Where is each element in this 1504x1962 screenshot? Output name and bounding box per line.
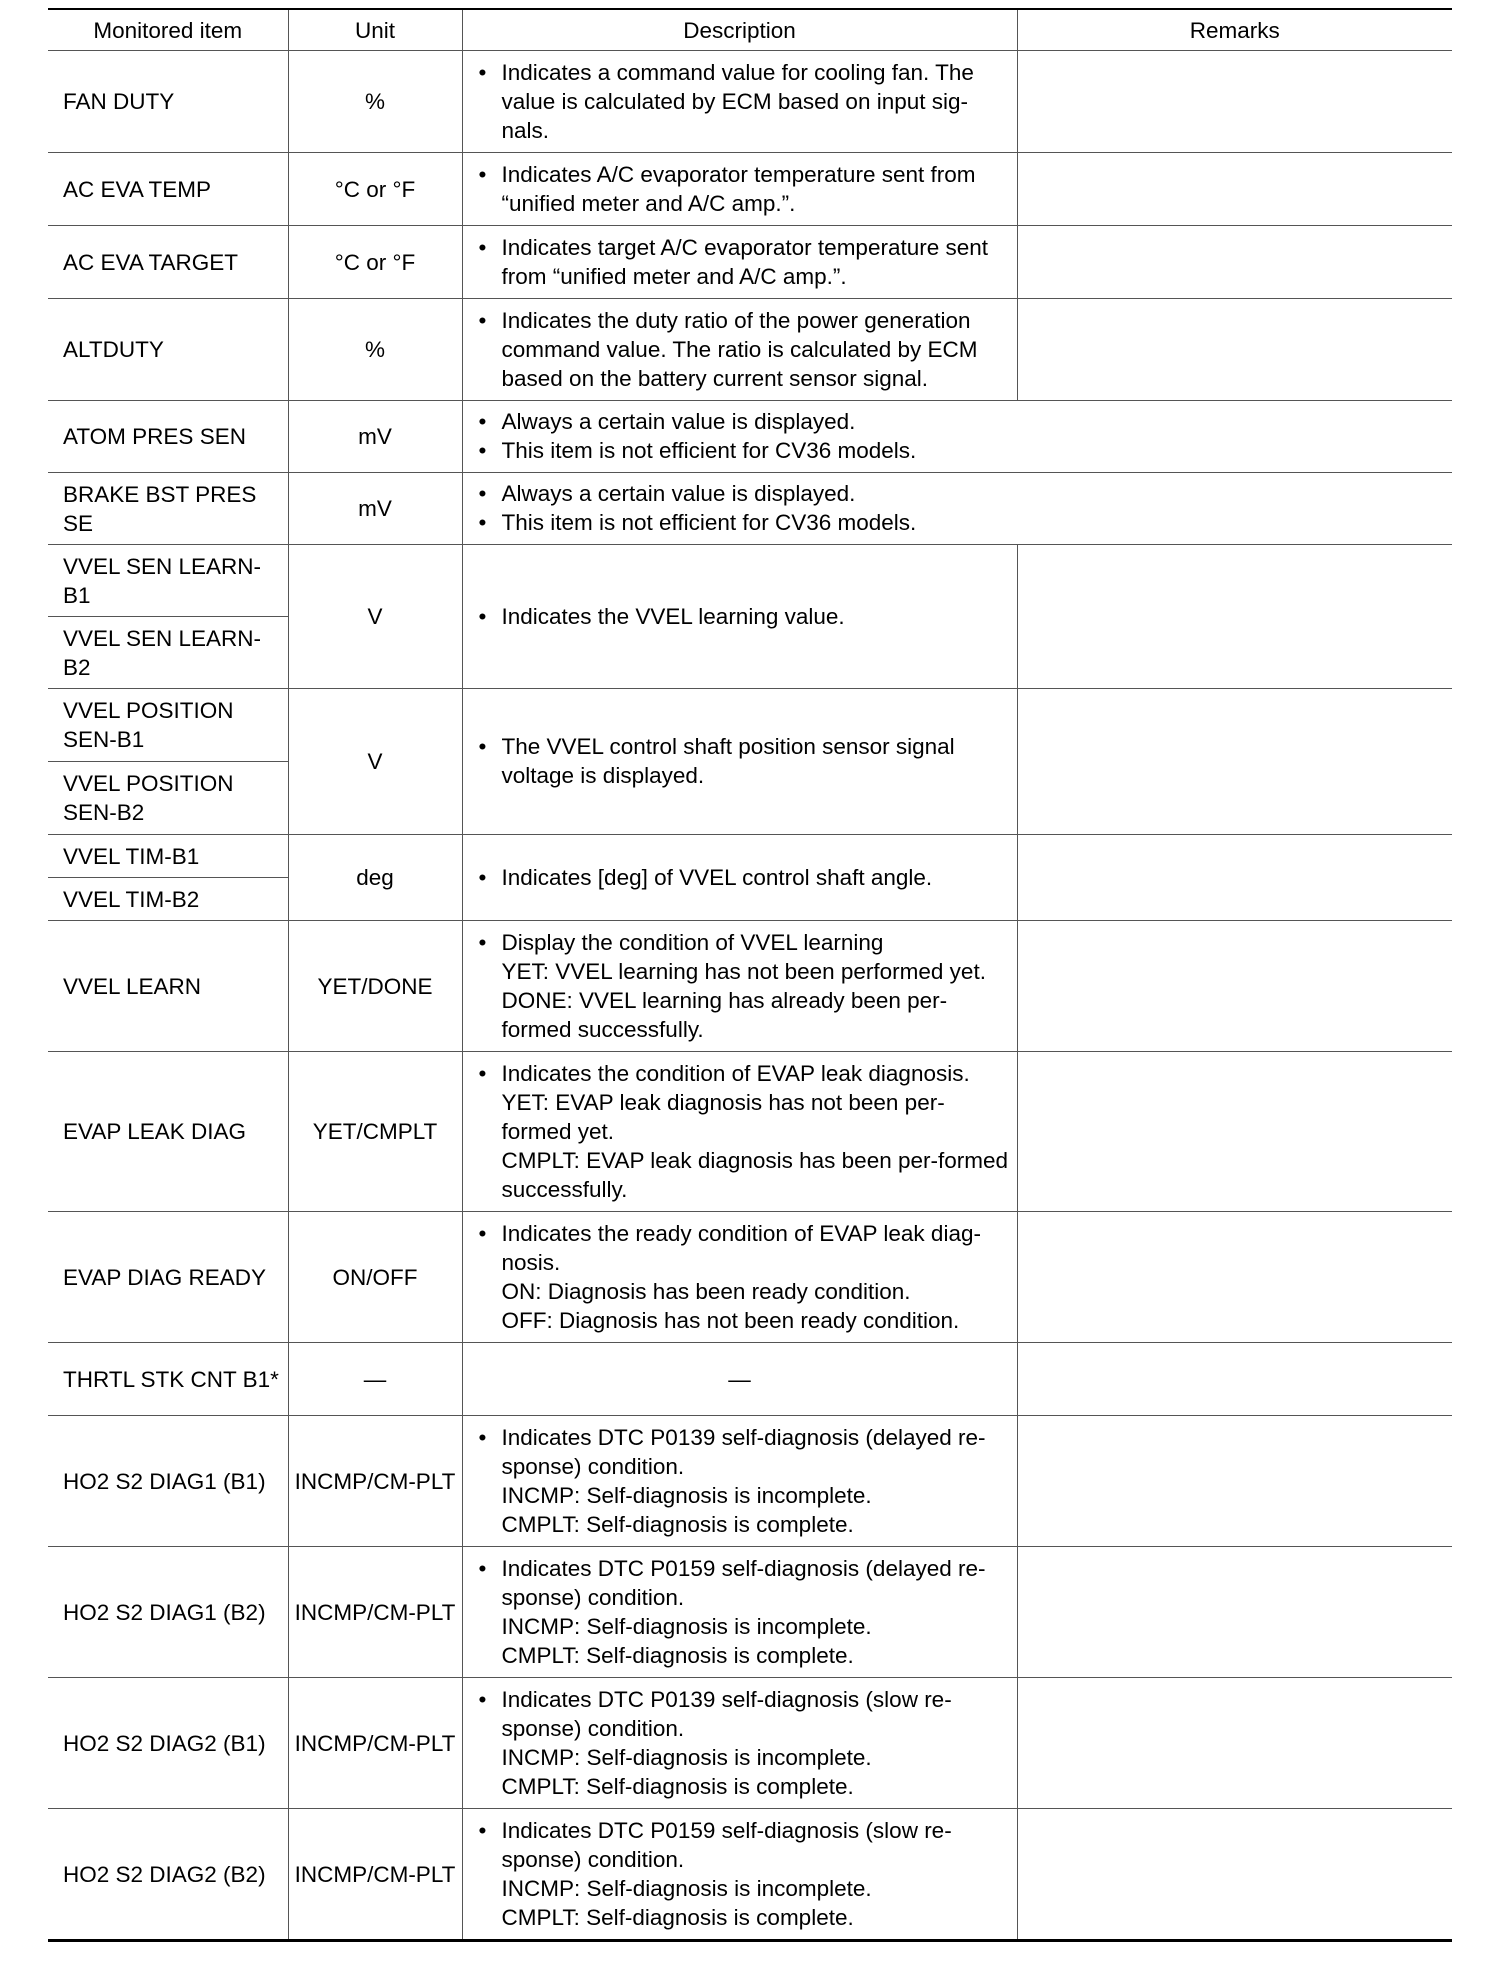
remarks-cell <box>1017 545 1452 689</box>
table-row <box>48 401 1452 473</box>
remarks-cell <box>1017 153 1452 226</box>
description-line: YET: EVAP leak diagnosis has not been per-formed yet. <box>501 1089 945 1144</box>
description-cell <box>462 921 1017 1052</box>
description-cell <box>462 299 1017 401</box>
table-row <box>48 689 1452 762</box>
description-bullet: • Indicates a command value for cooling fan. The value is calculated by ECM based on input sig-nals. <box>477 58 1011 145</box>
description-bullet: • Indicates A/C evaporator temperature sent from “unified meter and A/C amp.”. <box>477 160 1011 218</box>
remarks-cell <box>1017 299 1452 401</box>
description-bullet: • Always a certain value is displayed. <box>477 479 1447 508</box>
table-row <box>48 921 1452 1052</box>
description-cell <box>462 1416 1017 1547</box>
table-row <box>48 226 1452 299</box>
unit-cell: YET/DONE <box>288 921 462 1052</box>
remarks-cell <box>1017 921 1452 1052</box>
description-line: • Indicates the condition of EVAP leak diagnosis. <box>501 1060 970 1086</box>
table-row <box>48 1343 1452 1416</box>
description-cell <box>462 835 1017 921</box>
item-cell: THRTL STK CNT B1* <box>48 1343 288 1416</box>
unit-cell: ON/OFF <box>288 1212 462 1343</box>
item-cell: FAN DUTY <box>48 51 288 153</box>
remarks-cell <box>1017 835 1452 921</box>
description-line: • Indicates DTC P0159 self-diagnosis (delayed re-sponse) condition. <box>501 1555 986 1610</box>
description-cell: — <box>462 1343 1017 1416</box>
table-row <box>48 153 1452 226</box>
description-bullet <box>477 1685 1011 1801</box>
table-header-row <box>48 9 1452 51</box>
item-cell: EVAP DIAG READY <box>48 1212 288 1343</box>
description-line: • Display the condition of VVEL learning <box>501 929 884 955</box>
description-bullet: • Indicates [deg] of VVEL control shaft angle. <box>477 863 1011 892</box>
unit-cell: V <box>288 545 462 689</box>
description-cell <box>462 545 1017 689</box>
description-cell <box>462 473 1452 545</box>
remarks-cell <box>1017 1809 1452 1941</box>
table-row <box>48 1678 1452 1809</box>
table-row <box>48 1212 1452 1343</box>
description-cell <box>462 226 1017 299</box>
item-cell: HO2 S2 DIAG1 (B2) <box>48 1547 288 1678</box>
unit-cell: % <box>288 51 462 153</box>
description-bullet <box>477 928 1011 1044</box>
description-bullet: • This item is not efficient for CV36 models. <box>477 436 1447 465</box>
unit-cell: mV <box>288 473 462 545</box>
description-cell <box>462 51 1017 153</box>
description-cell <box>462 1678 1017 1809</box>
remarks-cell <box>1017 1416 1452 1547</box>
remarks-cell <box>1017 1678 1452 1809</box>
description-cell <box>462 1547 1017 1678</box>
remarks-cell <box>1017 1343 1452 1416</box>
item-cell: AC EVA TEMP <box>48 153 288 226</box>
table-row <box>48 545 1452 617</box>
description-line: • Indicates DTC P0159 self-diagnosis (slow re-sponse) condition. <box>501 1817 952 1872</box>
description-line: INCMP: Self-diagnosis is incomplete. <box>501 1613 872 1639</box>
item-cell: VVEL POSITION SEN-B2 <box>48 762 288 835</box>
description-cell <box>462 153 1017 226</box>
item-cell: EVAP LEAK DIAG <box>48 1052 288 1212</box>
description-bullet: • Always a certain value is displayed. <box>477 407 1447 436</box>
header-description: Description <box>462 9 1017 51</box>
item-cell: VVEL TIM-B1 <box>48 835 288 878</box>
description-line: INCMP: Self-diagnosis is incomplete. <box>501 1744 872 1770</box>
item-cell: HO2 S2 DIAG2 (B2) <box>48 1809 288 1941</box>
unit-cell: INCMP/CM-PLT <box>288 1416 462 1547</box>
item-cell: HO2 S2 DIAG1 (B1) <box>48 1416 288 1547</box>
description-bullet: • This item is not efficient for CV36 models. <box>477 508 1447 537</box>
unit-cell: INCMP/CM-PLT <box>288 1678 462 1809</box>
remarks-cell <box>1017 51 1452 153</box>
table-row <box>48 835 1452 878</box>
description-line: INCMP: Self-diagnosis is incomplete. <box>501 1482 872 1508</box>
description-bullet: • Indicates the VVEL learning value. <box>477 602 1011 631</box>
description-line: INCMP: Self-diagnosis is incomplete. <box>501 1875 872 1901</box>
description-bullet: • Indicates target A/C evaporator temperature sent from “unified meter and A/C amp.”. <box>477 233 1011 291</box>
item-cell: AC EVA TARGET <box>48 226 288 299</box>
description-cell <box>462 1212 1017 1343</box>
unit-cell: — <box>288 1343 462 1416</box>
description-bullet: • The VVEL control shaft position sensor signal voltage is displayed. <box>477 732 1011 790</box>
description-line: • Indicates the ready condition of EVAP leak diag-nosis. <box>501 1220 981 1275</box>
table-row <box>48 1809 1452 1941</box>
description-line: ON: Diagnosis has been ready condition. <box>501 1278 911 1304</box>
description-line: CMPLT: Self-diagnosis is complete. <box>501 1773 854 1799</box>
unit-cell: °C or °F <box>288 226 462 299</box>
description-line: CMPLT: Self-diagnosis is complete. <box>501 1511 854 1537</box>
description-cell <box>462 689 1017 835</box>
description-bullet <box>477 1816 1011 1932</box>
remarks-cell <box>1017 689 1452 835</box>
unit-cell: V <box>288 689 462 835</box>
table-row <box>48 1547 1452 1678</box>
remarks-cell <box>1017 1052 1452 1212</box>
description-line: YET: VVEL learning has not been performed yet. <box>501 958 986 984</box>
description-line: CMPLT: Self-diagnosis is complete. <box>501 1904 854 1930</box>
remarks-cell <box>1017 226 1452 299</box>
item-cell: VVEL SEN LEARN-B2 <box>48 617 288 689</box>
item-cell: VVEL TIM-B2 <box>48 878 288 921</box>
item-cell: VVEL POSITION SEN-B1 <box>48 689 288 762</box>
unit-cell: INCMP/CM-PLT <box>288 1547 462 1678</box>
unit-cell: YET/CMPLT <box>288 1052 462 1212</box>
remarks-cell <box>1017 1212 1452 1343</box>
description-line: • Indicates DTC P0139 self-diagnosis (slow re-sponse) condition. <box>501 1686 952 1741</box>
table-row <box>48 1416 1452 1547</box>
description-line: • Indicates DTC P0139 self-diagnosis (delayed re-sponse) condition. <box>501 1424 986 1479</box>
table-row <box>48 51 1452 153</box>
header-remarks: Remarks <box>1017 9 1452 51</box>
description-cell <box>462 401 1452 473</box>
table-row <box>48 1052 1452 1212</box>
description-bullet <box>477 1059 1011 1204</box>
table-row <box>48 473 1452 545</box>
unit-cell: % <box>288 299 462 401</box>
item-cell: ATOM PRES SEN <box>48 401 288 473</box>
item-cell: VVEL LEARN <box>48 921 288 1052</box>
document-page <box>48 8 1452 1942</box>
item-cell: HO2 S2 DIAG2 (B1) <box>48 1678 288 1809</box>
description-cell <box>462 1052 1017 1212</box>
header-unit: Unit <box>288 9 462 51</box>
unit-cell: INCMP/CM-PLT <box>288 1809 462 1941</box>
monitor-items-table <box>48 8 1452 1942</box>
remarks-cell <box>1017 1547 1452 1678</box>
description-line: CMPLT: EVAP leak diagnosis has been per-formed successfully. <box>501 1147 1009 1202</box>
description-bullet <box>477 1219 1011 1335</box>
unit-cell: °C or °F <box>288 153 462 226</box>
description-bullet: • Indicates the duty ratio of the power generation command value. The ratio is calculated by ECM based on the battery current sensor signal. <box>477 306 1011 393</box>
description-cell <box>462 1809 1017 1941</box>
unit-cell: mV <box>288 401 462 473</box>
item-cell: BRAKE BST PRES SE <box>48 473 288 545</box>
table-row <box>48 299 1452 401</box>
description-line: OFF: Diagnosis has not been ready condition. <box>501 1307 960 1333</box>
unit-cell: deg <box>288 835 462 921</box>
description-line: CMPLT: Self-diagnosis is complete. <box>501 1642 854 1668</box>
item-cell: ALTDUTY <box>48 299 288 401</box>
description-bullet <box>477 1423 1011 1539</box>
description-line: DONE: VVEL learning has already been per-formed successfully. <box>501 987 948 1042</box>
item-cell: VVEL SEN LEARN-B1 <box>48 545 288 617</box>
header-monitored-item: Monitored item <box>48 9 288 51</box>
description-bullet <box>477 1554 1011 1670</box>
